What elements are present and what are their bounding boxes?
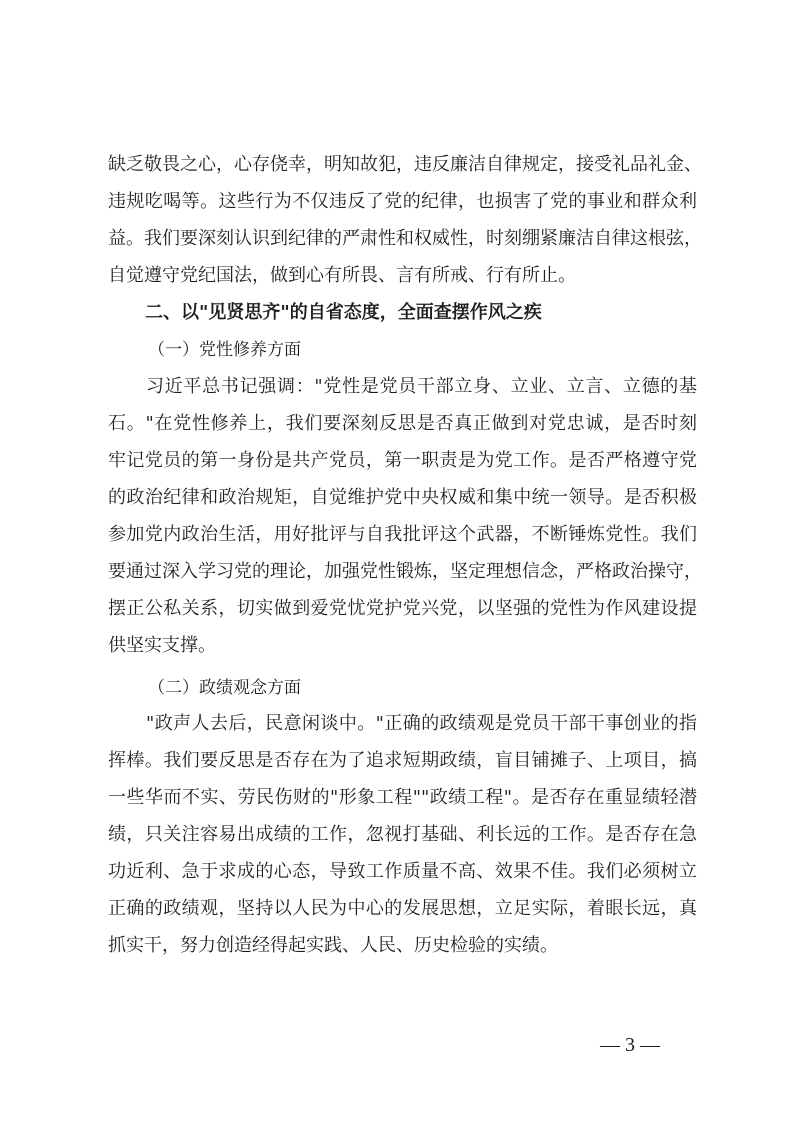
paragraph-line: 牢记党员的第一身份是共产党员，第一职责是为党工作。是否严格遵守党 <box>108 450 697 471</box>
paragraph-line: 的政治纪律和政治规矩，自觉维护党中央权威和集中统一领导。是否积极 <box>108 487 697 508</box>
paragraph-line: "政声人去后，民意闲谈中。"正确的政绩观是党员干部干事创业的指 <box>146 713 697 734</box>
paragraph-line: 摆正公私关系，切实做到爱党忧党护党兴党，以坚强的党性为作风建设提 <box>108 598 697 619</box>
paragraph-line: 抓实干，努力创造经得起实践、人民、历史检验的实绩。 <box>108 935 558 956</box>
paragraph-line: 绩，只关注容易出成绩的工作，忽视打基础、利长远的工作。是否存在急 <box>108 824 697 845</box>
subsection-heading: （二）政绩观念方面 <box>148 678 301 698</box>
paragraph-line: 自觉遵守党纪国法，做到心有所畏、言有所戒、行有所止。 <box>108 265 576 286</box>
section-heading: 二、以"见贤思齐"的自省态度，全面查摆作风之疾 <box>145 302 542 323</box>
paragraph-line: 一些华而不实、劳民伤财的"形象工程""政绩工程"。是否存在重显绩轻潜 <box>108 787 697 808</box>
paragraph-line: 功近利、急于求成的心态，导致工作质量不高、效果不佳。我们必须树立 <box>108 861 697 882</box>
paragraph-line: 挥棒。我们要反思是否存在为了追求短期政绩，盲目铺摊子、上项目，搞 <box>108 750 697 771</box>
paragraph-line: 参加党内政治生活，用好批评与自我批评这个武器，不断锤炼党性。我们 <box>108 524 697 545</box>
paragraph-line: 缺乏敬畏之心，心存侥幸，明知故犯，违反廉洁自律规定，接受礼品礼金、 <box>108 154 702 175</box>
paragraph-line: 石。"在党性修养上，我们要深刻反思是否真正做到对党忠诚，是否时刻 <box>108 413 697 434</box>
paragraph-line: 益。我们要深刻认识到纪律的严肃性和权威性，时刻绷紧廉洁自律这根弦， <box>108 228 702 249</box>
paragraph-line: 习近平总书记强调："党性是党员干部立身、立业、立言、立德的基 <box>146 376 697 397</box>
paragraph-line: 违规吃喝等。这些行为不仅违反了党的纪律，也损害了党的事业和群众利 <box>108 191 697 212</box>
paragraph-line: 正确的政绩观，坚持以人民为中心的发展思想，立足实际，着眼长远，真 <box>108 898 697 919</box>
subsection-heading: （一）党性修养方面 <box>148 340 301 360</box>
page-number: — 3 — <box>600 1034 660 1056</box>
paragraph-line: 供坚实支撑。 <box>108 635 216 656</box>
paragraph-line: 要通过深入学习党的理论，加强党性锻炼，坚定理想信念，严格政治操守， <box>108 561 702 582</box>
